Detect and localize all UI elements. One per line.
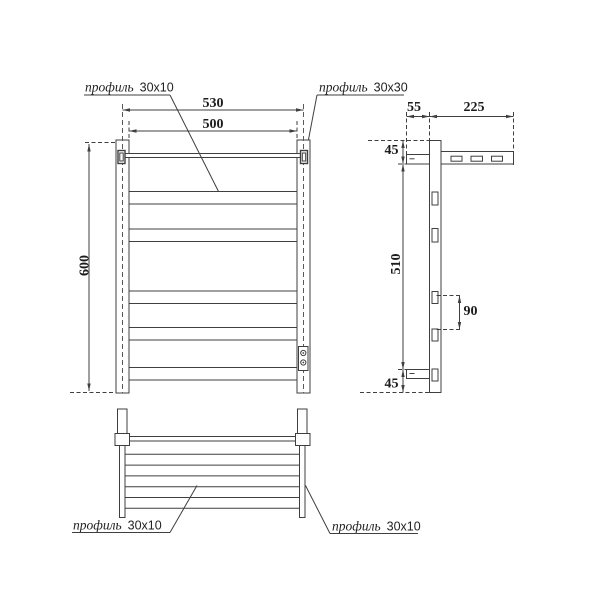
plan-round-rail bbox=[130, 437, 296, 442]
towel-bar-4 bbox=[129, 328, 297, 341]
front-towel-bars bbox=[129, 192, 297, 381]
label-text: профиль 30x30 bbox=[319, 79, 408, 95]
plan-view bbox=[115, 409, 310, 518]
dim-600-value: 600 bbox=[77, 255, 93, 276]
heater-terminal-box bbox=[299, 347, 309, 371]
label-text: профиль 30x10 bbox=[73, 517, 162, 533]
dim-530-value: 530 bbox=[202, 96, 224, 111]
side-shelf-slats bbox=[451, 156, 503, 161]
plan-right-rail bbox=[300, 446, 306, 518]
plan-right-block bbox=[296, 434, 311, 446]
plan-left-bracket-stem bbox=[118, 409, 128, 434]
label-profile-top-right bbox=[309, 80, 408, 140]
front-view bbox=[116, 104, 310, 393]
front-centerlines bbox=[123, 104, 304, 393]
side-wall-bracket-bottom bbox=[407, 370, 430, 379]
dimension-500 bbox=[129, 117, 297, 133]
dimension-530 bbox=[123, 96, 304, 112]
dimension-510 bbox=[389, 164, 405, 370]
plan-left-rail bbox=[120, 446, 126, 518]
leader-line bbox=[309, 95, 318, 140]
dim-225-value: 225 bbox=[463, 100, 485, 115]
label-profile-bottom-left bbox=[72, 486, 197, 533]
side-post bbox=[430, 141, 442, 393]
dimension-90 bbox=[437, 296, 478, 330]
leader-line bbox=[170, 486, 197, 533]
dim-90-value: 90 bbox=[463, 304, 478, 319]
towel-bar-3 bbox=[129, 291, 297, 304]
dimension-600 bbox=[70, 143, 116, 393]
front-top-round-rail bbox=[125, 154, 301, 158]
leader-line bbox=[306, 486, 331, 534]
label-text: профиль 30x10 bbox=[85, 79, 174, 95]
plan-right-bracket-stem bbox=[298, 409, 308, 434]
side-view bbox=[407, 141, 514, 393]
dim-510-value: 510 bbox=[389, 253, 404, 275]
plan-shelf-slat-lines bbox=[125, 454, 300, 508]
label-text: профиль 30x10 bbox=[332, 518, 421, 534]
plan-left-block bbox=[115, 434, 130, 446]
label-profile-top-left bbox=[84, 80, 219, 192]
towel-bar-1 bbox=[129, 192, 297, 205]
dim-45-bottom-value: 45 bbox=[384, 376, 399, 392]
towel-bar-2 bbox=[129, 229, 297, 242]
towel-bar-5 bbox=[129, 368, 297, 381]
dim-500-value: 500 bbox=[202, 117, 224, 132]
label-profile-bottom-right bbox=[306, 486, 421, 534]
side-wall-bracket-top bbox=[407, 155, 430, 165]
dim-55-value: 55 bbox=[407, 100, 421, 115]
dim-45-top-value: 45 bbox=[384, 143, 399, 158]
